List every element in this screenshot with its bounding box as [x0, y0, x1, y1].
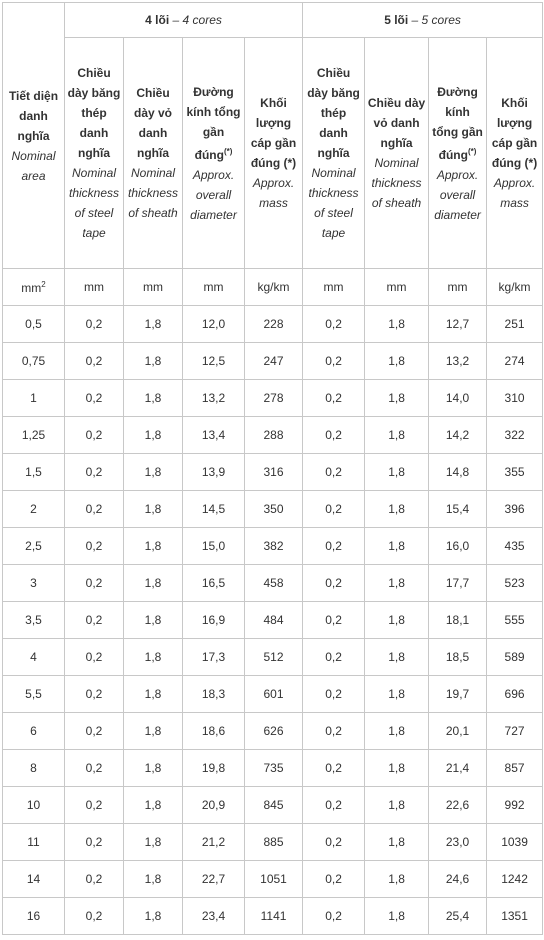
cell-diameter-4: 22,7	[183, 861, 245, 898]
cell-mass-4: 1141	[245, 898, 303, 935]
group-5-vi: 5 lõi	[384, 13, 409, 27]
cell-area: 14	[3, 861, 65, 898]
cell-diameter-4: 16,5	[183, 565, 245, 602]
cell-sheath-5: 1,8	[365, 676, 429, 713]
cell-tape-5: 0,2	[303, 565, 365, 602]
cell-diameter-5: 13,2	[429, 343, 487, 380]
cell-sheath-5: 1,8	[365, 380, 429, 417]
cell-tape-4: 0,2	[65, 750, 124, 787]
header-sheath-4	[124, 38, 183, 269]
header-mass-en: Approx. mass	[493, 176, 536, 210]
cell-sheath-4: 1,8	[124, 306, 183, 343]
cell-area: 4	[3, 639, 65, 676]
table-row	[3, 417, 543, 454]
cell-diameter-4: 23,4	[183, 898, 245, 935]
cell-area: 1,5	[3, 454, 65, 491]
header-sheath-5	[365, 38, 429, 269]
cell-diameter-5: 12,7	[429, 306, 487, 343]
cell-tape-5: 0,2	[303, 713, 365, 750]
cell-sheath-5: 1,8	[365, 639, 429, 676]
cell-sheath-4: 1,8	[124, 454, 183, 491]
cell-diameter-5: 25,4	[429, 898, 487, 935]
cell-mass-5: 857	[487, 750, 543, 787]
cell-area: 11	[3, 824, 65, 861]
header-diam-en: Approx. overall diameter	[434, 167, 481, 222]
cell-diameter-5: 20,1	[429, 713, 487, 750]
header-diam-en: Approx. overall diameter	[190, 167, 237, 222]
cell-tape-4: 0,2	[65, 306, 124, 343]
unit-area	[3, 269, 65, 306]
header-nominal-area	[3, 3, 65, 269]
cell-tape-5: 0,2	[303, 898, 365, 935]
cell-sheath-5: 1,8	[365, 417, 429, 454]
cell-sheath-5: 1,8	[365, 454, 429, 491]
cell-area: 1	[3, 380, 65, 417]
header-diam-mark: (*)	[223, 146, 233, 156]
cell-tape-4: 0,2	[65, 343, 124, 380]
group-4-en: – 4 cores	[169, 13, 222, 27]
cell-mass-4: 1051	[245, 861, 303, 898]
cell-mass-4: 316	[245, 454, 303, 491]
cell-sheath-5: 1,8	[365, 491, 429, 528]
units-row	[3, 269, 543, 306]
cell-tape-5: 0,2	[303, 602, 365, 639]
cell-mass-5: 310	[487, 380, 543, 417]
header-mass-vi: Khối lượng cáp gần đúng (*)	[491, 96, 538, 170]
cell-diameter-4: 15,0	[183, 528, 245, 565]
unit-mm: mm	[124, 269, 183, 306]
cell-mass-4: 885	[245, 824, 303, 861]
cell-mass-5: 523	[487, 565, 543, 602]
cell-diameter-5: 22,6	[429, 787, 487, 824]
cell-tape-4: 0,2	[65, 380, 124, 417]
cell-sheath-4: 1,8	[124, 898, 183, 935]
cell-diameter-4: 13,4	[183, 417, 245, 454]
header-tape-en: Nominal thickness of steel tape	[68, 166, 120, 240]
cell-diameter-4: 18,3	[183, 676, 245, 713]
cell-diameter-5: 14,0	[429, 380, 487, 417]
cell-mass-4: 382	[245, 528, 303, 565]
cell-sheath-4: 1,8	[124, 639, 183, 676]
cell-sheath-5: 1,8	[365, 824, 429, 861]
table-row	[3, 713, 543, 750]
cell-sheath-4: 1,8	[124, 602, 183, 639]
unit-mass: kg/km	[487, 269, 543, 306]
cell-area: 0,5	[3, 306, 65, 343]
cell-diameter-4: 19,8	[183, 750, 245, 787]
header-diam-vi: Đường kính tổng gần đúng	[186, 84, 241, 162]
header-tape-en: Nominal thickness of steel tape	[308, 166, 359, 240]
header-tape-4	[65, 38, 124, 269]
table-row	[3, 824, 543, 861]
cell-sheath-5: 1,8	[365, 602, 429, 639]
unit-area-sup: 2	[41, 279, 46, 289]
cell-tape-4: 0,2	[65, 639, 124, 676]
cell-tape-5: 0,2	[303, 343, 365, 380]
cell-tape-5: 0,2	[303, 380, 365, 417]
cell-tape-4: 0,2	[65, 861, 124, 898]
header-mass-en: Approx. mass	[252, 176, 295, 210]
cell-mass-4: 601	[245, 676, 303, 713]
cell-diameter-5: 24,6	[429, 861, 487, 898]
cell-diameter-4: 17,3	[183, 639, 245, 676]
cell-sheath-4: 1,8	[124, 491, 183, 528]
unit-mm: mm	[65, 269, 124, 306]
cell-tape-5: 0,2	[303, 306, 365, 343]
header-sheath-vi: Chiều dày vỏ danh nghĩa	[133, 86, 172, 160]
cell-tape-4: 0,2	[65, 713, 124, 750]
cell-mass-4: 735	[245, 750, 303, 787]
header-diam-mark: (*)	[467, 146, 477, 156]
cell-area: 2,5	[3, 528, 65, 565]
cell-mass-5: 322	[487, 417, 543, 454]
cell-area: 0,75	[3, 343, 65, 380]
header-tape-5	[303, 38, 365, 269]
cell-tape-4: 0,2	[65, 528, 124, 565]
header-diameter-5	[429, 38, 487, 269]
cell-sheath-4: 1,8	[124, 787, 183, 824]
cell-diameter-5: 18,1	[429, 602, 487, 639]
cell-tape-5: 0,2	[303, 861, 365, 898]
unit-area-base: mm	[21, 280, 42, 295]
cell-mass-5: 696	[487, 676, 543, 713]
unit-mm: mm	[365, 269, 429, 306]
table-row	[3, 306, 543, 343]
header-sheath-vi: Chiều dày vỏ danh nghĩa	[367, 96, 426, 150]
cell-tape-5: 0,2	[303, 639, 365, 676]
cell-sheath-5: 1,8	[365, 528, 429, 565]
cell-tape-4: 0,2	[65, 676, 124, 713]
cell-diameter-4: 12,5	[183, 343, 245, 380]
table-row	[3, 898, 543, 935]
cell-sheath-5: 1,8	[365, 750, 429, 787]
group-4-vi: 4 lõi	[145, 13, 170, 27]
cell-diameter-5: 21,4	[429, 750, 487, 787]
cell-diameter-4: 16,9	[183, 602, 245, 639]
cell-sheath-4: 1,8	[124, 528, 183, 565]
cell-sheath-5: 1,8	[365, 713, 429, 750]
table-row	[3, 861, 543, 898]
cell-diameter-4: 20,9	[183, 787, 245, 824]
cell-diameter-4: 13,2	[183, 380, 245, 417]
cell-mass-5: 274	[487, 343, 543, 380]
cell-diameter-4: 14,5	[183, 491, 245, 528]
cell-mass-4: 278	[245, 380, 303, 417]
cell-mass-5: 355	[487, 454, 543, 491]
cell-tape-5: 0,2	[303, 750, 365, 787]
table-row	[3, 491, 543, 528]
cell-sheath-4: 1,8	[124, 565, 183, 602]
cell-mass-5: 727	[487, 713, 543, 750]
cell-mass-4: 626	[245, 713, 303, 750]
cell-sheath-4: 1,8	[124, 713, 183, 750]
group-5-en: – 5 cores	[408, 13, 461, 27]
cell-area: 1,25	[3, 417, 65, 454]
cell-mass-4: 350	[245, 491, 303, 528]
cell-area: 2	[3, 491, 65, 528]
header-mass-vi: Khối lượng cáp gần đúng (*)	[250, 96, 297, 170]
cell-sheath-5: 1,8	[365, 306, 429, 343]
cell-mass-5: 435	[487, 528, 543, 565]
cell-sheath-5: 1,8	[365, 343, 429, 380]
cell-diameter-5: 14,2	[429, 417, 487, 454]
table-row	[3, 602, 543, 639]
cell-mass-4: 288	[245, 417, 303, 454]
cell-tape-4: 0,2	[65, 787, 124, 824]
cell-mass-5: 555	[487, 602, 543, 639]
cell-sheath-5: 1,8	[365, 861, 429, 898]
cell-mass-5: 992	[487, 787, 543, 824]
cell-mass-4: 458	[245, 565, 303, 602]
cell-diameter-4: 13,9	[183, 454, 245, 491]
cell-diameter-5: 14,8	[429, 454, 487, 491]
cell-sheath-4: 1,8	[124, 380, 183, 417]
cell-diameter-4: 12,0	[183, 306, 245, 343]
cell-sheath-5: 1,8	[365, 898, 429, 935]
unit-mass: kg/km	[245, 269, 303, 306]
cell-mass-5: 396	[487, 491, 543, 528]
cell-diameter-5: 15,4	[429, 491, 487, 528]
cell-mass-4: 512	[245, 639, 303, 676]
cell-diameter-5: 18,5	[429, 639, 487, 676]
cell-sheath-4: 1,8	[124, 343, 183, 380]
cell-mass-5: 1242	[487, 861, 543, 898]
header-mass-5	[487, 38, 543, 269]
cell-tape-4: 0,2	[65, 417, 124, 454]
cell-area: 5,5	[3, 676, 65, 713]
cell-area: 8	[3, 750, 65, 787]
cell-tape-5: 0,2	[303, 454, 365, 491]
unit-mm: mm	[183, 269, 245, 306]
cell-tape-4: 0,2	[65, 454, 124, 491]
cell-sheath-4: 1,8	[124, 861, 183, 898]
cell-mass-4: 247	[245, 343, 303, 380]
table-row	[3, 750, 543, 787]
cell-area: 3	[3, 565, 65, 602]
cell-tape-4: 0,2	[65, 491, 124, 528]
header-tape-vi: Chiều dày băng thép danh nghĩa	[307, 66, 360, 160]
cell-tape-4: 0,2	[65, 602, 124, 639]
cell-area: 3,5	[3, 602, 65, 639]
unit-mm: mm	[303, 269, 365, 306]
cell-mass-4: 845	[245, 787, 303, 824]
header-diam-vi: Đường kính tổng gần đúng	[432, 84, 483, 162]
table-row	[3, 528, 543, 565]
cell-diameter-5: 16,0	[429, 528, 487, 565]
cell-mass-5: 251	[487, 306, 543, 343]
header-area-vi: Tiết diện danh nghĩa	[8, 88, 59, 143]
cell-tape-4: 0,2	[65, 824, 124, 861]
table-row	[3, 565, 543, 602]
header-diameter-4	[183, 38, 245, 269]
cell-tape-5: 0,2	[303, 528, 365, 565]
header-sheath-en: Nominal thickness of sheath	[371, 156, 422, 210]
table-row	[3, 380, 543, 417]
table-row	[3, 454, 543, 491]
cell-area: 6	[3, 713, 65, 750]
cell-area: 16	[3, 898, 65, 935]
cell-mass-4: 484	[245, 602, 303, 639]
header-sheath-en: Nominal thickness of sheath	[127, 166, 179, 220]
group-header-4-cores	[65, 3, 303, 38]
cell-sheath-4: 1,8	[124, 824, 183, 861]
cell-sheath-5: 1,8	[365, 787, 429, 824]
cell-diameter-5: 19,7	[429, 676, 487, 713]
header-area-en: Nominal area	[11, 148, 56, 183]
cell-tape-5: 0,2	[303, 824, 365, 861]
group-header-5-cores	[303, 3, 543, 38]
cell-sheath-4: 1,8	[124, 417, 183, 454]
cell-mass-5: 1039	[487, 824, 543, 861]
cell-diameter-4: 18,6	[183, 713, 245, 750]
unit-mm: mm	[429, 269, 487, 306]
cell-diameter-5: 23,0	[429, 824, 487, 861]
header-mass-4	[245, 38, 303, 269]
cell-tape-5: 0,2	[303, 676, 365, 713]
cell-diameter-5: 17,7	[429, 565, 487, 602]
cell-area: 10	[3, 787, 65, 824]
cell-diameter-4: 21,2	[183, 824, 245, 861]
cable-spec-table	[2, 2, 543, 935]
cell-tape-5: 0,2	[303, 417, 365, 454]
cell-sheath-4: 1,8	[124, 676, 183, 713]
cell-sheath-5: 1,8	[365, 565, 429, 602]
table-row	[3, 676, 543, 713]
cell-mass-5: 1351	[487, 898, 543, 935]
table-row	[3, 343, 543, 380]
header-tape-vi: Chiều dày băng thép danh nghĩa	[67, 66, 121, 160]
cell-mass-5: 589	[487, 639, 543, 676]
cell-tape-4: 0,2	[65, 898, 124, 935]
cell-tape-5: 0,2	[303, 787, 365, 824]
cell-tape-5: 0,2	[303, 491, 365, 528]
table-row	[3, 639, 543, 676]
table-row	[3, 787, 543, 824]
cell-sheath-4: 1,8	[124, 750, 183, 787]
cell-tape-4: 0,2	[65, 565, 124, 602]
cell-mass-4: 228	[245, 306, 303, 343]
